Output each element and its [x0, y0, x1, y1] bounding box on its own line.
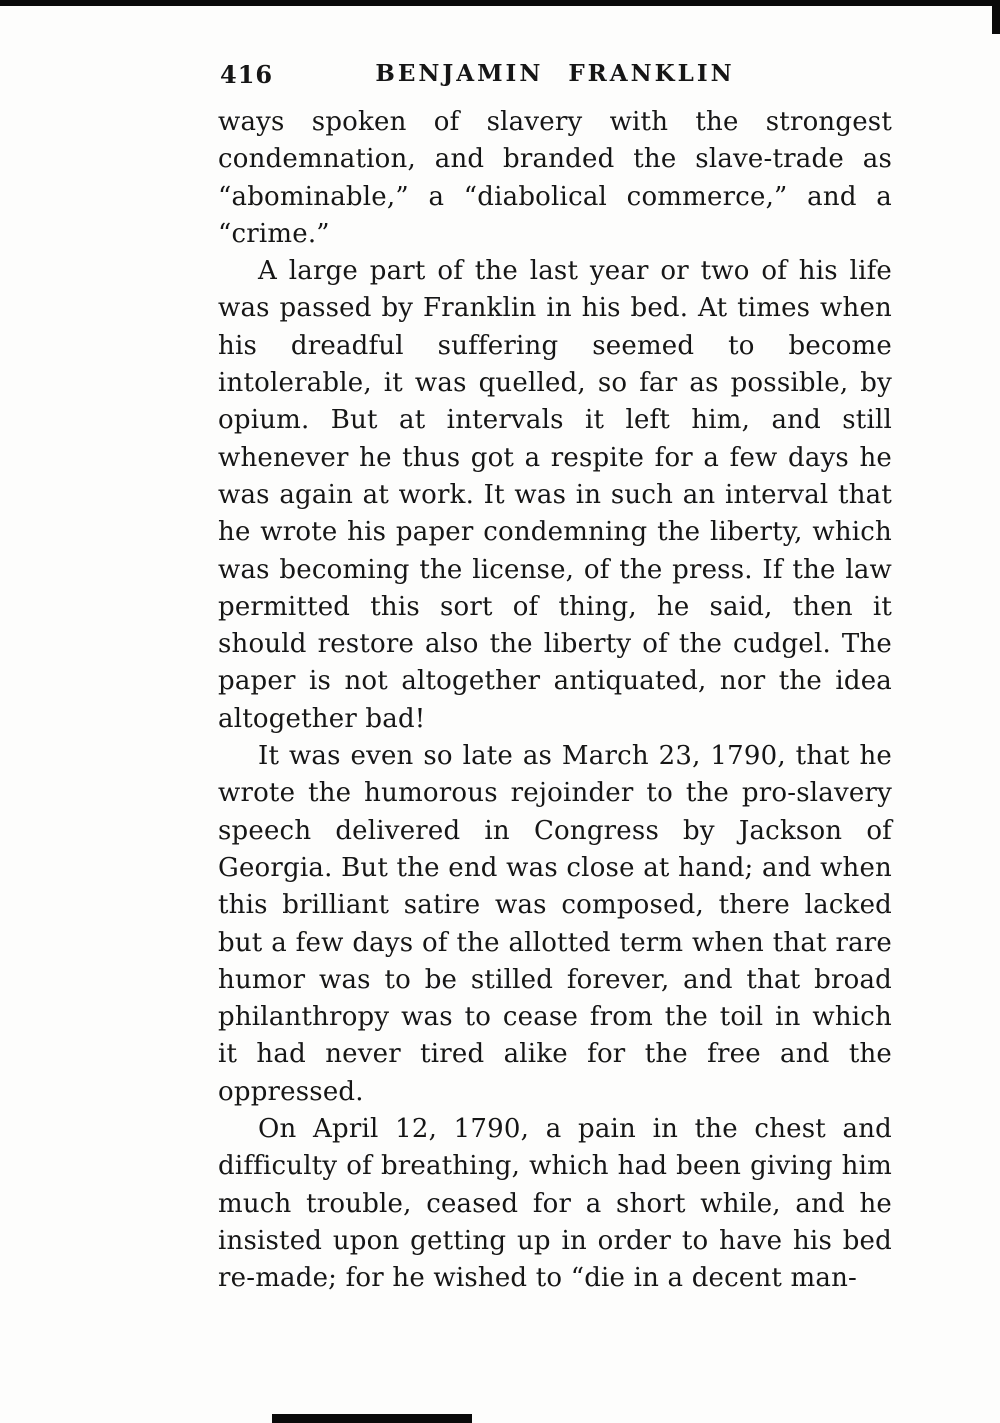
paragraph: On April 12, 1790, a pain in the chest and difficulty of breathing, which had been giving him much trouble, ceased for a short while, and he insisted upon getting up in order to have his bed re-made; for he wished to “die in a decent man-: [218, 1114, 892, 1294]
scan-artifact-top-right-edge: [992, 0, 1000, 34]
paragraph: ways spoken of slavery with the strongest condemnation, and branded the slave-trade as “abominable,” a “diabolical commerce,” and a “crime.”: [218, 107, 892, 249]
page-body-text: [218, 104, 892, 1298]
scan-artifact-top-edge: [0, 0, 1000, 6]
scan-artifact-bottom-edge: [272, 1414, 472, 1423]
paragraph: A large part of the last year or two of his life was passed by Franklin in his bed. At times when his dreadful suffering seemed to become intolerable, it was quelled, so far as possible, by opium. But at intervals it left him, and still whenever he thus got a respite for a few days he was again at work. It was in such an interval that he wrote his paper condemning the liberty, which was becoming the license, of the press. If the law permitted this sort of thing, he said, then it should restore also the liberty of the cudgel. The paper is not altogether antiquated, nor the idea altogether bad!: [218, 256, 892, 734]
running-header: BENJAMIN FRANKLIN: [375, 60, 735, 87]
page-header: [218, 58, 892, 90]
page-number: 416: [220, 60, 274, 89]
paragraph: It was even so late as March 23, 1790, that he wrote the humorous rejoinder to the pro-slavery speech delivered in Congress by Jackson of Georgia. But the end was close at hand; and when this brilliant satire was composed, there lacked but a few days of the allotted term when that rare humor was to be stilled forever, and that broad philanthropy was to cease from the toil in which it had never tired alike for the free and the oppressed.: [218, 741, 892, 1107]
